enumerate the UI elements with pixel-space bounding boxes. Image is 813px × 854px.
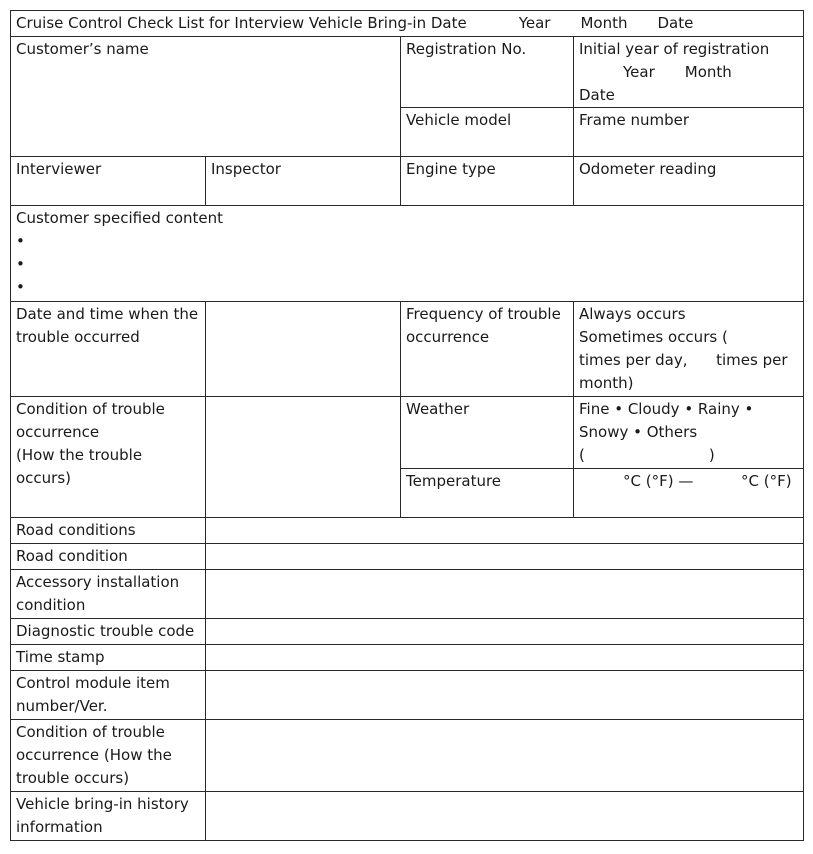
trouble-date-label: Date and time when the trouble occurred [16, 305, 199, 346]
initial-year-year: Year [623, 63, 655, 81]
dtc-value-cell[interactable] [206, 619, 804, 645]
bring-in-month-label: Month [580, 14, 628, 32]
weather-label: Weather [406, 400, 470, 418]
frame-number-label: Frame number [579, 111, 690, 129]
condition-weather-row [11, 397, 804, 469]
vehicle-model-cell[interactable] [401, 108, 574, 157]
customer-specified-row [11, 206, 804, 302]
road-condition-value-cell[interactable] [206, 544, 804, 570]
control-module-label-cell [11, 671, 206, 720]
initial-year-label: Initial year of registration [579, 40, 770, 58]
vehicle-model-label: Vehicle model [406, 111, 512, 129]
trouble-date-value-cell[interactable] [206, 302, 401, 397]
dtc-row [11, 619, 804, 645]
time-stamp-value-cell[interactable] [206, 645, 804, 671]
control-module-label: Control module item number/Ver. [16, 674, 170, 715]
frequency-label: Frequency of trouble occurrence [406, 305, 561, 346]
bring-in-history-row [11, 792, 804, 841]
temperature-label: Temperature [406, 472, 502, 490]
bullet-1: • [16, 232, 25, 250]
bullet-3: • [16, 278, 25, 296]
bring-in-date-label: Date [657, 14, 694, 32]
registration-no-label: Registration No. [406, 40, 527, 58]
customer-row [11, 37, 804, 108]
road-condition-label: Road condition [16, 547, 128, 565]
cruise-control-checklist [10, 10, 803, 844]
frequency-times: times per day, times per month) [579, 351, 793, 392]
checklist-table [10, 10, 804, 841]
weather-others-paren: ( ) [579, 446, 715, 464]
registration-no-cell[interactable] [401, 37, 574, 108]
dtc-label-cell [11, 619, 206, 645]
bring-in-history-label: Vehicle bring-in history information [16, 795, 189, 836]
condition-value-cell[interactable] [206, 397, 401, 518]
frequency-always: Always occurs [579, 305, 686, 323]
temperature-value-cell[interactable] [574, 469, 804, 518]
temperature-value: °C (°F) — °C (°F) [623, 472, 792, 490]
weather-label-cell [401, 397, 574, 469]
bring-in-history-value-cell[interactable] [206, 792, 804, 841]
frequency-label-cell [401, 302, 574, 397]
condition-occurrence-value-cell[interactable] [206, 720, 804, 792]
customer-specified-label: Customer specified content [16, 209, 224, 227]
weather-options: Fine • Cloudy • Rainy • Snowy • Others [579, 400, 754, 441]
weather-value-cell[interactable] [574, 397, 804, 469]
dtc-label: Diagnostic trouble code [16, 622, 195, 640]
trouble-date-row [11, 302, 804, 397]
road-conditions-label-cell [11, 518, 206, 544]
form-title: Cruise Control Check List for Interview Vehicle Bring-in Date [16, 14, 467, 32]
accessory-row [11, 570, 804, 619]
interviewer-label: Interviewer [16, 160, 102, 178]
condition-occurrence-row [11, 720, 804, 792]
time-stamp-label-cell [11, 645, 206, 671]
accessory-label: Accessory installation condition [16, 573, 180, 614]
initial-year-cell[interactable] [574, 37, 804, 108]
condition-label-line1: Condition of trouble occurrence [16, 400, 165, 441]
engine-type-label: Engine type [406, 160, 496, 178]
interviewer-row [11, 157, 804, 206]
odometer-cell[interactable] [574, 157, 804, 206]
frequency-value-cell[interactable] [574, 302, 804, 397]
road-conditions-row [11, 518, 804, 544]
engine-type-cell[interactable] [401, 157, 574, 206]
inspector-cell[interactable] [206, 157, 401, 206]
time-stamp-row [11, 645, 804, 671]
frame-number-cell[interactable] [574, 108, 804, 157]
condition-label-cell [11, 397, 206, 518]
condition-label-line2: (How the trouble occurs) [16, 446, 143, 487]
inspector-label: Inspector [211, 160, 281, 178]
customer-name-cell[interactable] [11, 37, 401, 157]
road-conditions-value-cell[interactable] [206, 518, 804, 544]
title-cell [11, 11, 804, 37]
trouble-date-label-cell [11, 302, 206, 397]
accessory-label-cell [11, 570, 206, 619]
customer-specified-cell[interactable] [11, 206, 804, 302]
condition-occurrence-label-cell [11, 720, 206, 792]
initial-year-month: Month [684, 63, 732, 81]
control-module-row [11, 671, 804, 720]
odometer-label: Odometer reading [579, 160, 717, 178]
control-module-value-cell[interactable] [206, 671, 804, 720]
interviewer-cell[interactable] [11, 157, 206, 206]
time-stamp-label: Time stamp [16, 648, 105, 666]
frequency-sometimes: Sometimes occurs ( [579, 328, 728, 346]
title-row [11, 11, 804, 37]
bullet-2: • [16, 255, 25, 273]
condition-occurrence-label: Condition of trouble occurrence (How the trouble occurs) [16, 723, 172, 787]
road-condition-label-cell [11, 544, 206, 570]
road-conditions-label: Road conditions [16, 521, 136, 539]
accessory-value-cell[interactable] [206, 570, 804, 619]
road-condition-row [11, 544, 804, 570]
bring-in-year-label: Year [518, 14, 551, 32]
initial-year-date: Date [579, 86, 615, 104]
bring-in-history-label-cell [11, 792, 206, 841]
temperature-label-cell [401, 469, 574, 518]
customer-name-label: Customer’s name [16, 40, 149, 58]
